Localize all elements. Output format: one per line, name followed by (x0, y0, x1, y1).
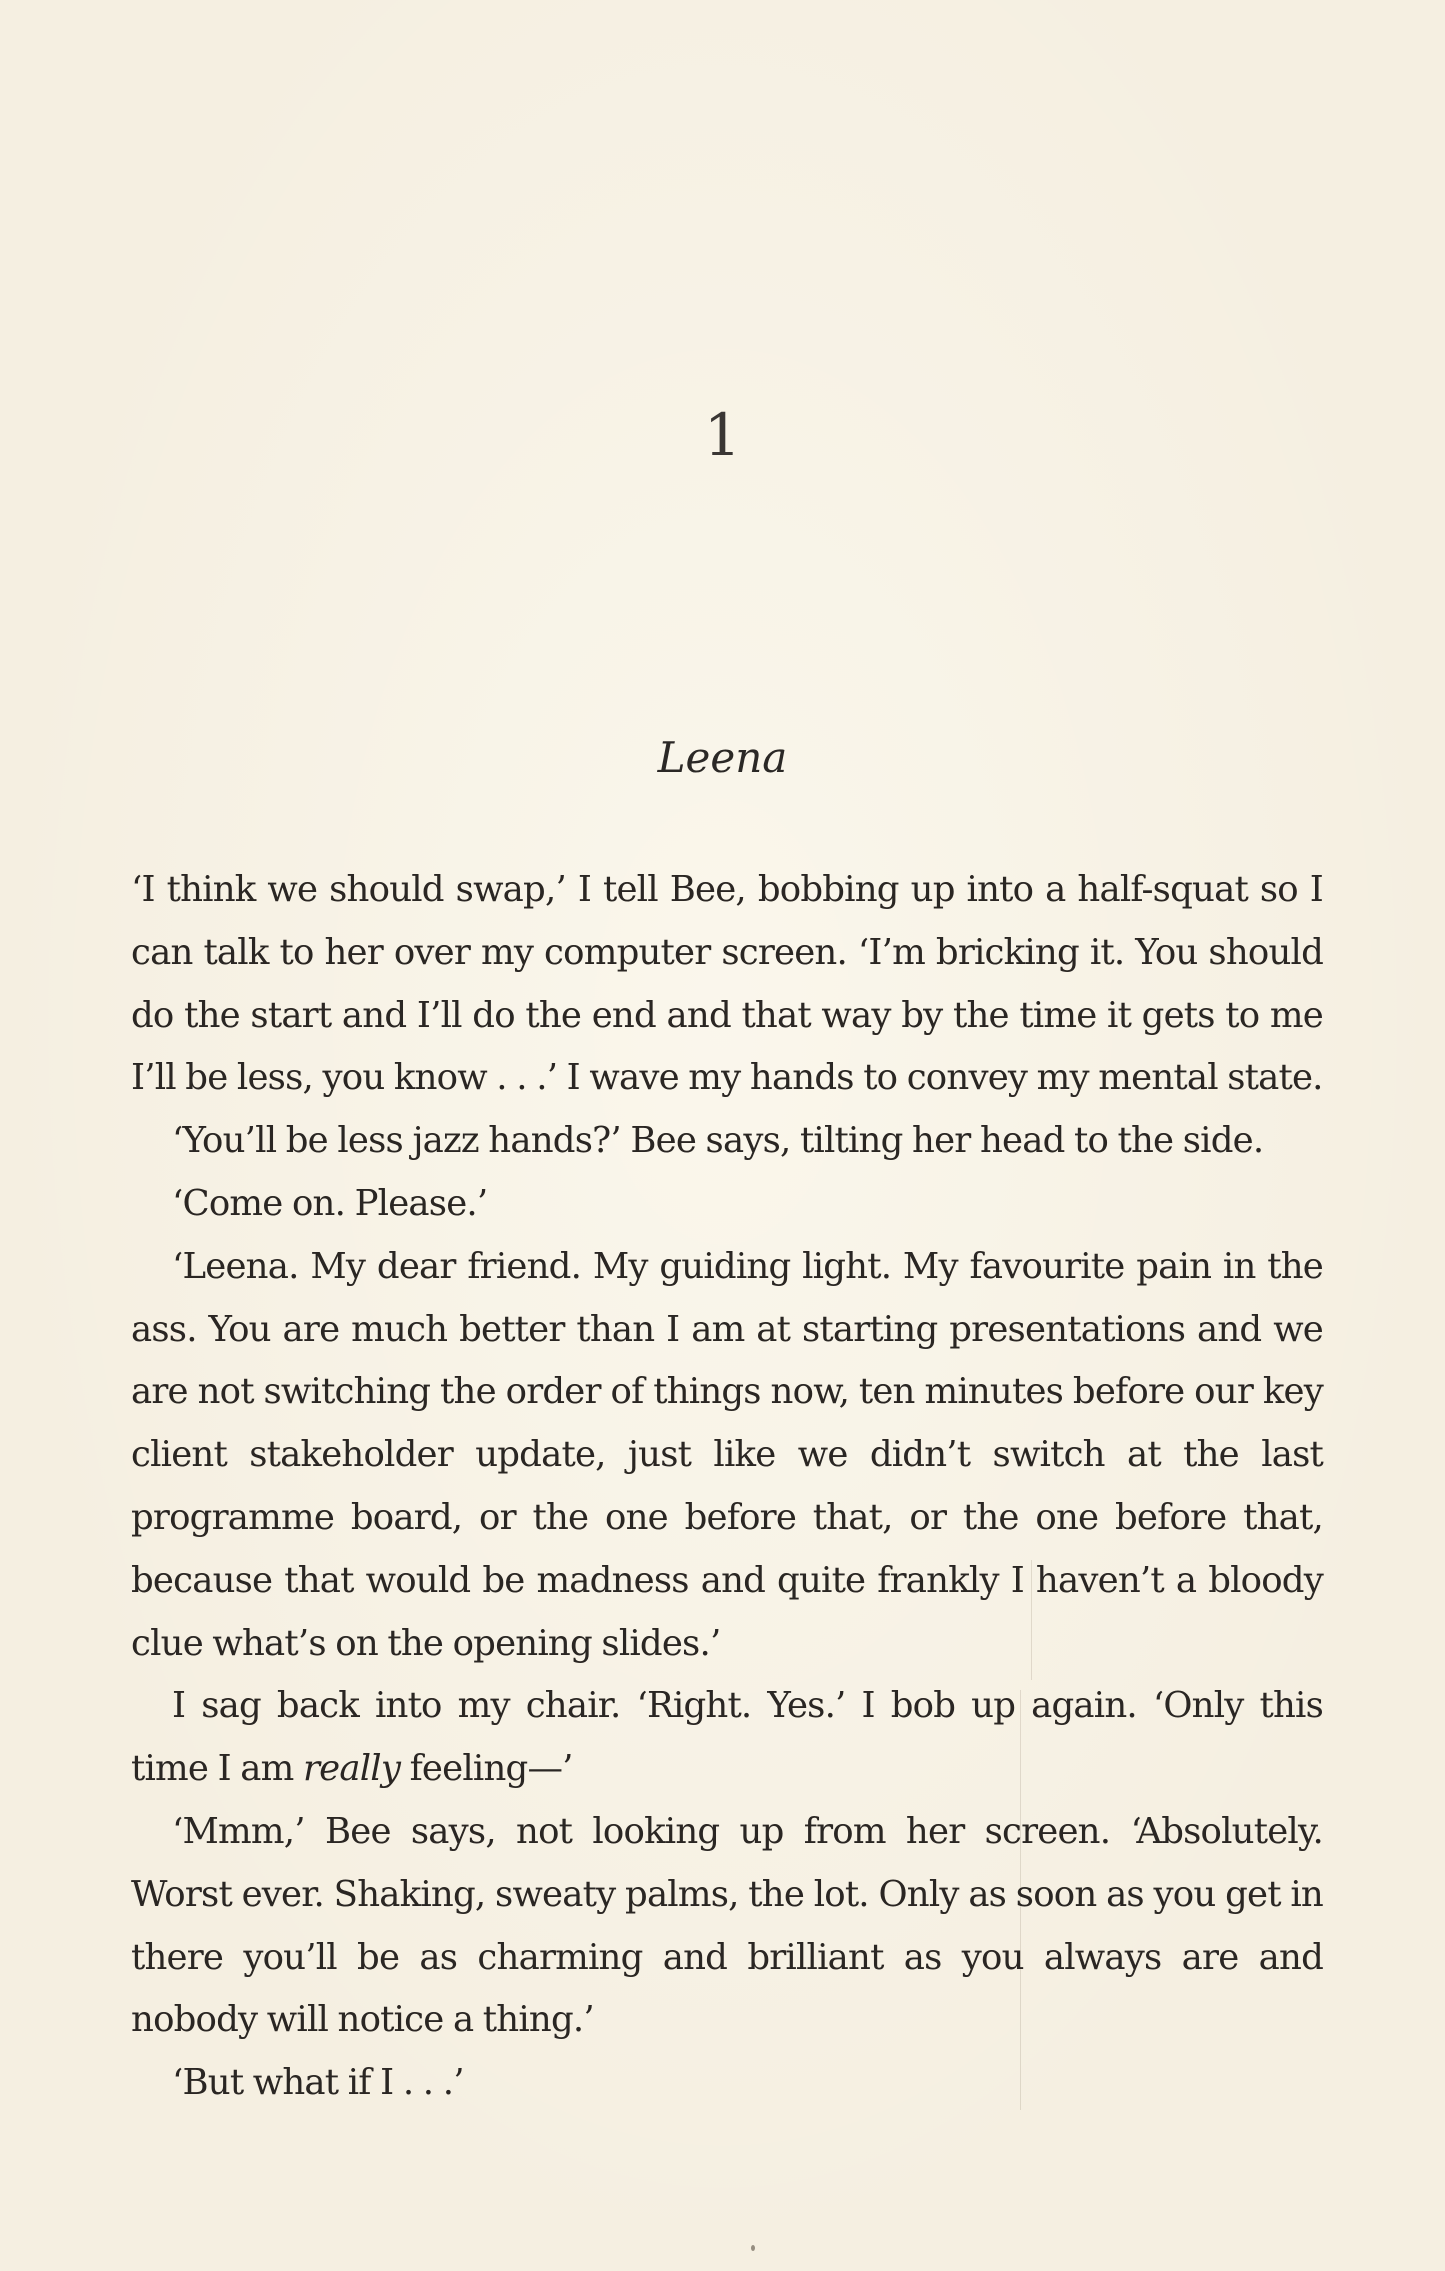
paragraph: ‘Mmm,’ Bee says, not looking up from her screen. ‘Absolutely. Worst ever. Shaking, sweaty palms, the lot. Only as soon as you get in there you’ll be as charming and brilliant as you always are and nobody will notice a thing.’ (131, 1810, 1323, 2041)
chapter-number: 1 (704, 401, 741, 469)
chapter-title: Leena (657, 733, 788, 782)
paragraph (131, 1675, 1323, 1801)
paragraph: ‘You’ll be less jazz hands?’ Bee says, tilting her head to the side. (172, 1120, 1264, 1162)
paragraph-text: feeling—’ (400, 1748, 573, 1790)
chapter-body (131, 859, 1323, 2115)
paragraph-text: I sag back into my chair. ‘Right. Yes.’ I bob up again. ‘Only this time I am (131, 1685, 1323, 1790)
paragraph: ‘Come on. Please.’ (172, 1182, 488, 1224)
paragraph: ‘I think we should swap,’ I tell Bee, bobbing up into a half-squat so I can talk to her over my computer screen. ‘I’m bricking it. You should do the start and I’ll do the end and that way by the time it gets to me I’ll be less, you know . . .’ I wave my hands to convey my mental state. (131, 869, 1323, 1099)
emphasis-text: really (303, 1748, 401, 1790)
paragraph: ‘Leena. My dear friend. My guiding light. My favourite pain in the ass. You are much better than I am at starting presentations and we are not switching the order of things now, ten minutes before our key client stakeholder update, just like we didn’t switch at the last programme board, or the one before that, or the one before that, because that would be madness and quite frankly I haven’t a bloody clue what’s on the opening slides.’ (131, 1245, 1323, 1664)
paragraph: ‘But what if I . . .’ (172, 2062, 464, 2104)
paper-speck (751, 2245, 755, 2251)
